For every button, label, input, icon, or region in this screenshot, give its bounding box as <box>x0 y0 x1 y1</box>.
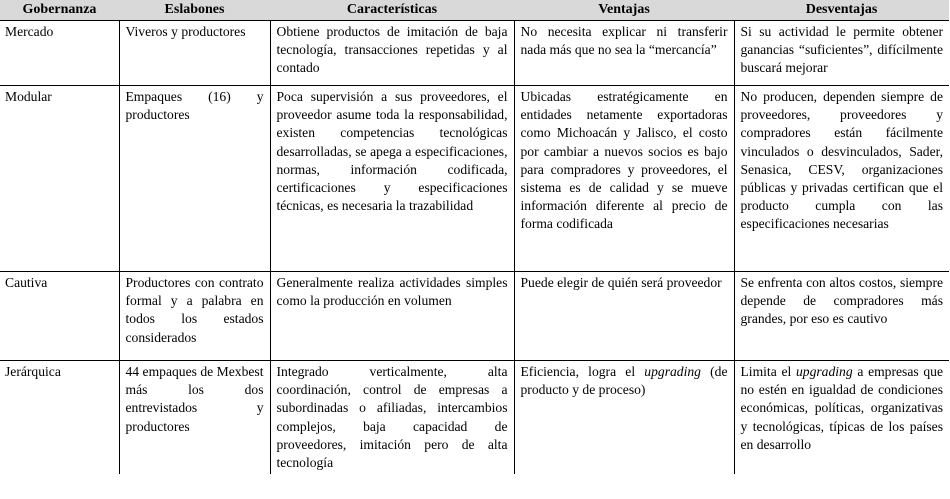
header-eslabones: Eslabones <box>119 0 270 21</box>
desventajas-text-pre: Limita el <box>740 364 796 379</box>
upgrading-term: upgrading <box>795 364 853 379</box>
cell-gobernanza: Modular <box>0 86 119 272</box>
cell-eslabones: Productores con contrato formal y a palabra en todos los estados considerados <box>119 272 270 361</box>
header-ventajas: Ventajas <box>514 0 734 21</box>
cell-desventajas: Se enfrenta con altos costos, siempre depende de compradores más grandes, por eso es cautivo <box>734 272 949 361</box>
upgrading-term: upgrading <box>644 364 701 379</box>
cell-eslabones: Empaques (16) y productores <box>119 86 270 272</box>
cell-gobernanza: Cautiva <box>0 272 119 361</box>
cell-ventajas: Ubicadas estratégicamente en entidades netamente exportadoras como Michoacán y Jalisco, el costo por cambiar a nuevos socios es bajo para compradores y proveedores, el sistema es de calidad y se mueve información diferente al precio de forma codificada <box>514 86 734 272</box>
header-desventajas: Desventajas <box>734 0 949 21</box>
desventajas-text-post: a empresas que no estén en igualdad de condiciones económicas, políticas, organizativas y tecnológicas, típicas de los países en desarrollo <box>740 364 943 452</box>
table-header-row <box>0 0 949 21</box>
ventajas-text-post: (de producto y de proceso) <box>520 364 728 398</box>
cell-caracteristicas: Generalmente realiza actividades simples como la producción en volumen <box>270 272 514 361</box>
cell-eslabones: 44 empaques de Mexbest más los dos entrevistados y productores <box>119 361 270 475</box>
cell-gobernanza: Jerárquica <box>5 364 61 379</box>
cell-caracteristicas: Obtiene productos de imitación de baja tecnología, transacciones repetidas y al contado <box>270 21 514 86</box>
cell-ventajas <box>514 361 734 475</box>
header-gobernanza: Gobernanza <box>0 0 119 21</box>
cell-ventajas: Puede elegir de quién será proveedor <box>514 272 734 361</box>
cell-eslabones: Viveros y productores <box>119 21 270 86</box>
table-row <box>0 361 949 475</box>
cell-desventajas: No producen, dependen siempre de proveedores, proveedores y compradores están fácilmente vinculados o desvinculados, Sader, Senasica, CESV, organizaciones públicas y privadas certifican que el producto cumpla con las especificaciones necesarias <box>734 86 949 272</box>
cell-caracteristicas: Integrado verticalmente, alta coordinación, control de empresas a subordinadas o afiliadas, intercambios complejos, baja capacidad de proveedores, imitación pero de alta tecnología <box>270 361 514 475</box>
cell-caracteristicas: Poca supervisión a sus proveedores, el proveedor asume toda la responsabilidad, existen competencias tecnológicas desarrolladas, se apega a especificaciones, normas, información codificada, certificaciones y especificaciones técnicas, es necesaria la trazabilidad <box>270 86 514 272</box>
ventajas-text-pre: Eficiencia, logra el <box>520 364 645 379</box>
cell-desventajas <box>734 361 949 475</box>
cell-ventajas: No necesita explicar ni transferir nada más que no sea la “mercancía” <box>514 21 734 86</box>
cell-desventajas: Si su actividad le permite obtener ganancias “suficientes”, difícilmente buscará mejorar <box>734 21 949 86</box>
table-row <box>0 86 949 272</box>
header-caracteristicas: Características <box>270 0 514 21</box>
cell-gobernanza: Mercado <box>0 21 119 86</box>
table-row <box>0 21 949 86</box>
table-row <box>0 272 949 361</box>
